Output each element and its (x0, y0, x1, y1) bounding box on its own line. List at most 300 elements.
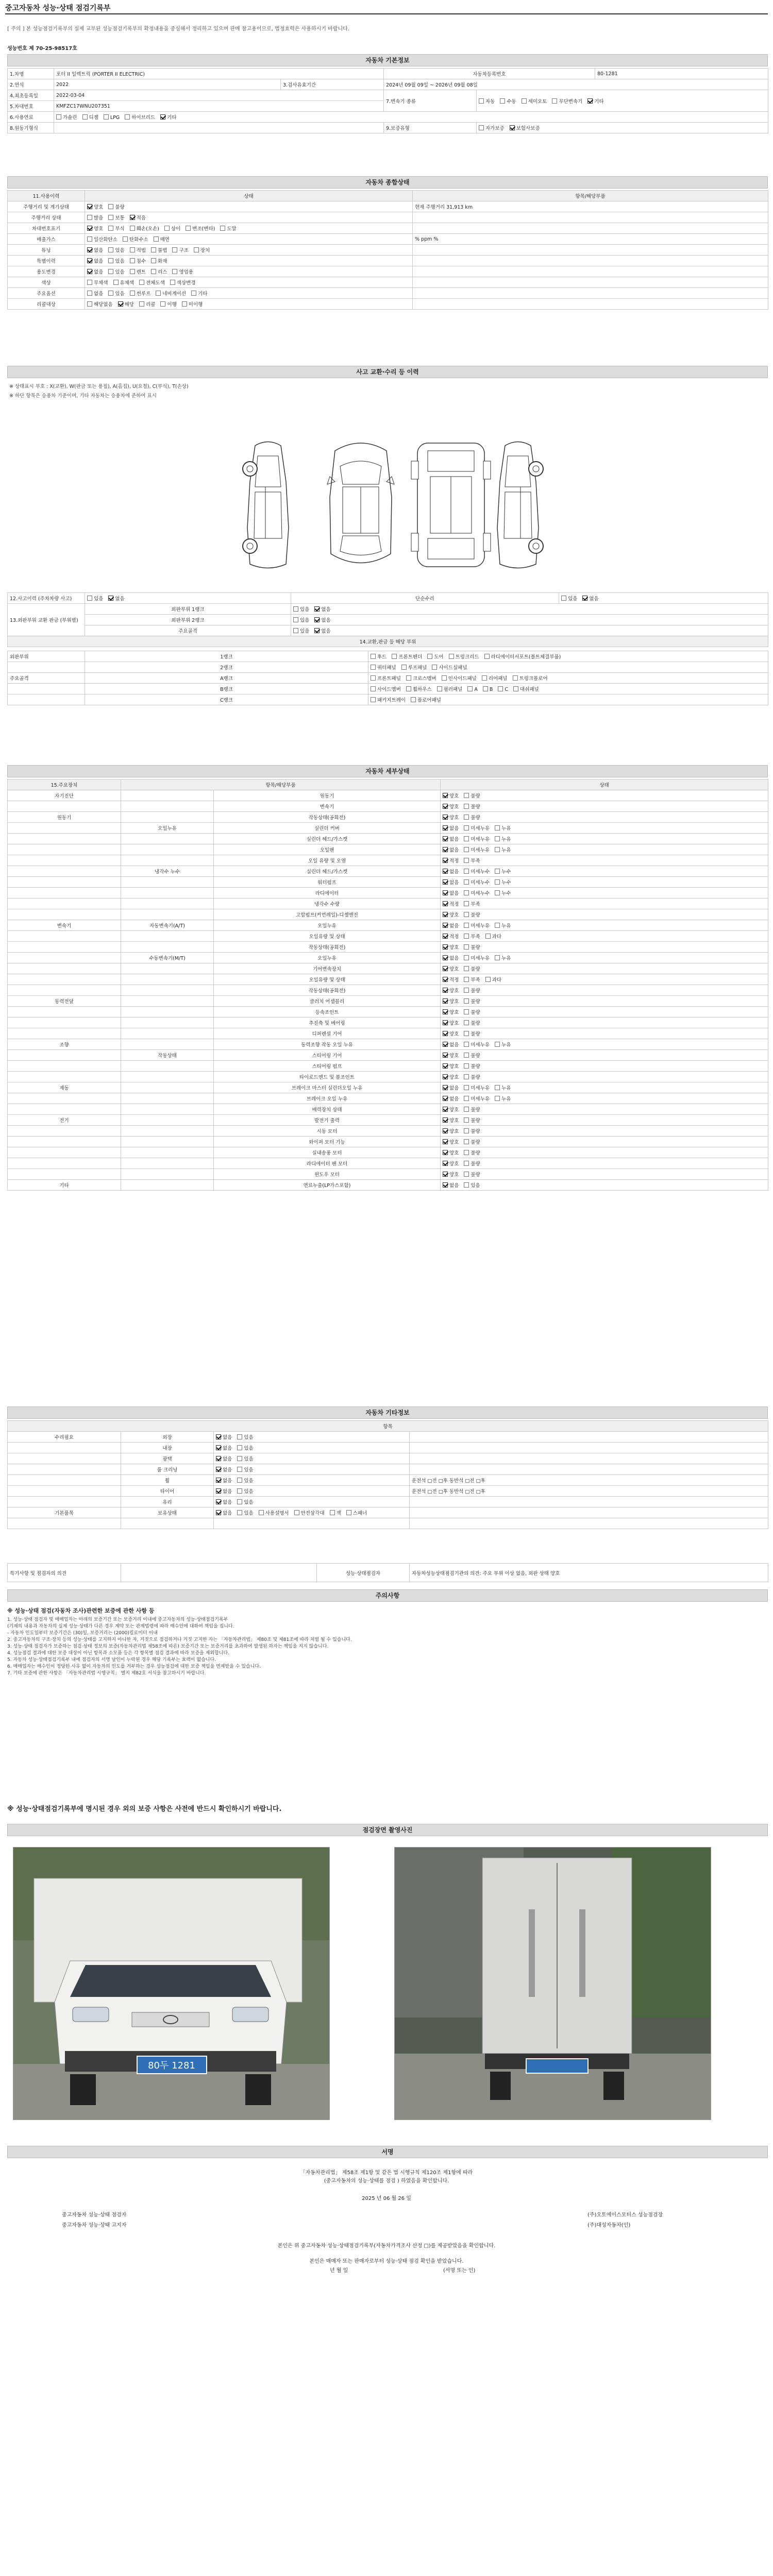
checkbox (443, 1042, 448, 1047)
accident-label: 12.사고이력 (주차차량 사고) (8, 593, 85, 604)
checkbox (443, 988, 448, 993)
detail-subgroup (121, 855, 214, 866)
model-label: 1.차명 (8, 69, 54, 79)
parts-items: 패키지트레이 플로어패널 (368, 694, 768, 705)
detail-item: 타이로드엔드 및 볼조인트 (214, 1072, 441, 1082)
checkbox (443, 1117, 448, 1123)
other-row (8, 1464, 768, 1475)
checkbox (464, 1117, 469, 1123)
checkbox (495, 923, 500, 928)
parts-group (8, 662, 85, 673)
detail-header-part: 항목/해당부품 (121, 779, 441, 790)
detail-options: 없음 미세누수 누수 (441, 866, 768, 877)
checkbox (87, 258, 92, 263)
checkbox (495, 1042, 500, 1047)
overall-state-table (7, 190, 768, 310)
detail-group (8, 899, 121, 909)
detail-item: 등속조인트 (214, 1007, 441, 1018)
detail-options: 적정 부족 과다 (441, 974, 768, 985)
detail-group (8, 909, 121, 920)
simple-repair-label: 단순수리 (291, 593, 559, 604)
detail-options: 양호 불량 (441, 963, 768, 974)
overall-row (8, 299, 768, 310)
detail-subgroup (121, 899, 214, 909)
checkbox (464, 966, 469, 971)
panel-label: 13.외판부위 교환 판금 (부위별) (8, 604, 85, 636)
detail-item: 오일누유 (214, 920, 441, 931)
fuel-label: 6.사용연료 (8, 112, 54, 123)
other-group (8, 1453, 121, 1464)
other-group (8, 1486, 121, 1497)
checkbox (443, 1096, 448, 1101)
overall-row-part: % ppm % (413, 234, 768, 245)
checkbox (160, 114, 165, 120)
detail-subgroup: 자동변속기(A/T) (121, 920, 214, 931)
checkbox (443, 1063, 448, 1069)
detail-row (8, 866, 768, 877)
checkbox (130, 226, 135, 231)
car-side-left-diagram (234, 435, 301, 574)
detail-row (8, 801, 768, 812)
overall-row-options: 일산화탄소 탄화수소 매연 (85, 234, 413, 245)
checkbox (154, 236, 159, 242)
checkbox (449, 654, 454, 659)
opinion-left (121, 1564, 317, 1582)
checkbox (172, 269, 177, 274)
section-notes: 주의사항 (7, 1589, 768, 1602)
checkbox (484, 654, 490, 659)
notifier-label: 중고자동차 성능·상태 고지자 (62, 2223, 127, 2228)
detail-options: 양호 불량 (441, 1169, 768, 1180)
model-value: 포터 II 일렉트릭 (PORTER II ELECTRIC) (54, 69, 384, 79)
checkbox (237, 1445, 242, 1450)
checkbox (108, 269, 113, 274)
detail-options: 양호 불량 (441, 1147, 768, 1158)
other-options: 없음 있음 (214, 1443, 410, 1453)
opinion-right: 자동차성능상태점검기관의 의견: 주요 부위 이상 없음, 외판 상태 양호 (410, 1564, 768, 1582)
checkbox (464, 858, 469, 863)
overall-row-part (413, 212, 768, 223)
checkbox (464, 901, 469, 906)
parts-row (8, 662, 768, 673)
other-options: 없음 있음 (214, 1475, 410, 1486)
detail-group (8, 1028, 121, 1039)
car-side-right-diagram (484, 435, 551, 574)
detail-row (8, 1082, 768, 1093)
checkbox (237, 1499, 242, 1504)
overall-row-part (413, 223, 768, 234)
checkbox (582, 596, 587, 601)
checkbox (401, 665, 407, 670)
detail-item: 실린더 헤드/가스켓 (214, 834, 441, 844)
detail-item: 스티어링 펌프 (214, 1061, 441, 1072)
checkbox (464, 923, 469, 928)
checkbox (464, 1074, 469, 1079)
checkbox (371, 654, 376, 659)
checkbox (464, 955, 469, 960)
checkbox (464, 1172, 469, 1177)
checkbox (432, 665, 437, 670)
other-item (121, 1518, 214, 1529)
opinion-label: 특기사항 및 점검자의 의견 (8, 1564, 121, 1582)
accident-options: 있음 없음 (85, 593, 291, 604)
detail-group (8, 855, 121, 866)
detail-row (8, 942, 768, 953)
checkbox (108, 226, 113, 231)
checkbox (259, 1510, 264, 1515)
checkbox (443, 825, 448, 831)
gear-options: 자동 수동 세미오토 무단변속기 기타 (477, 90, 768, 112)
major-frame-options: 있음 없음 (291, 625, 768, 636)
checkbox (464, 825, 469, 831)
detail-item: 오일 유량 및 오염 (214, 855, 441, 866)
detail-options: 없음 미세누유 누유 (441, 1093, 768, 1104)
overall-row (8, 288, 768, 299)
checkbox (483, 686, 488, 691)
other-row (8, 1518, 768, 1529)
checkbox (130, 215, 135, 220)
detail-subgroup (121, 1158, 214, 1169)
checkbox (464, 1009, 469, 1014)
checkbox (443, 836, 448, 841)
overall-row-label: 특별이력 (8, 256, 85, 266)
detail-item: 원동기 (214, 790, 441, 801)
certificate-number: 성능번호 제 70-25-98517호 (7, 46, 77, 52)
detail-item: 디퍼렌셜 기어 (214, 1028, 441, 1039)
other-row (8, 1507, 768, 1518)
detail-subgroup: 냉각수 누수 (121, 866, 214, 877)
checkbox (130, 258, 135, 263)
detail-options: 양호 불량 (441, 1115, 768, 1126)
checkbox (216, 1456, 221, 1461)
checkbox (411, 697, 416, 702)
checkbox (443, 890, 448, 895)
detail-subgroup (121, 1039, 214, 1050)
detail-row (8, 823, 768, 834)
checkbox (464, 1096, 469, 1101)
overall-row-options: 양호 부식 훼손(오손) 상이 변조(변타) 도말 (85, 223, 413, 234)
detail-group (8, 1050, 121, 1061)
motor-label: 8.원동기형식 (8, 123, 54, 133)
overall-header-part: 항목/해당부품 (413, 191, 768, 201)
detail-row (8, 790, 768, 801)
detail-options: 양호 불량 (441, 1072, 768, 1082)
detail-group (8, 844, 121, 855)
checkbox (87, 226, 92, 231)
detail-subgroup (121, 931, 214, 942)
note-item: 4. 성능점검 결과에 대한 보증 대상이 아닌 항목과 소모품 등은 각 항목별 점검 결과에 따라 보증을 제외합니다. (7, 1651, 230, 1656)
checkbox (172, 247, 177, 252)
detail-row (8, 899, 768, 909)
detail-row (8, 888, 768, 899)
checkbox (464, 847, 469, 852)
detail-group: 동력전달 (8, 996, 121, 1007)
other-options: 없음 있음 (214, 1486, 410, 1497)
checkbox (500, 98, 505, 104)
overall-row-label: 차대번호표기 (8, 223, 85, 234)
detail-options: 양호 불량 (441, 909, 768, 920)
overall-row-options: 많음 보통 적음 (85, 212, 413, 223)
overall-row-label: 용도변경 (8, 266, 85, 277)
other-item: 유리 (121, 1497, 214, 1507)
detail-group (8, 1018, 121, 1028)
checkbox (464, 1085, 469, 1090)
notes-title: ※ 성능·상태 점검(자동차 조사)관련한 보증에 관한 사항 등 (7, 1607, 155, 1614)
detail-subgroup (121, 942, 214, 953)
detail-row (8, 1147, 768, 1158)
detail-options: 없음 미세누유 누유 (441, 1039, 768, 1050)
checkbox (464, 988, 469, 993)
checkbox (371, 686, 376, 691)
front-plate-text: 80두 1281 (148, 2060, 195, 2071)
regno-label: 자동차등록번호 (384, 69, 595, 79)
other-group (8, 1464, 121, 1475)
checkbox (443, 1182, 448, 1188)
checkbox (182, 301, 187, 307)
sign-text-2: (중고자동차의 성능·상태를 점검 ) 하였음을 확인합니다. (324, 2178, 449, 2184)
checkbox (194, 247, 199, 252)
other-options: 없음 있음 (214, 1497, 410, 1507)
checkbox (130, 247, 135, 252)
detail-group (8, 866, 121, 877)
detail-subgroup (121, 790, 214, 801)
detail-group: 변속기 (8, 920, 121, 931)
other-options: 없음 있음 (214, 1464, 410, 1475)
section-basic-info: 자동차 기본정보 (7, 54, 768, 66)
checkbox (443, 1172, 448, 1177)
insp-label: 9.보증유형 (384, 123, 477, 133)
checkbox (498, 686, 503, 691)
checkbox (464, 1063, 469, 1069)
checkbox (406, 675, 411, 681)
checkbox (443, 934, 448, 939)
detail-row (8, 931, 768, 942)
checkbox (123, 236, 128, 242)
other-group (8, 1497, 121, 1507)
detail-row (8, 1169, 768, 1180)
detail-item: 브레이크 오일 누유 (214, 1093, 441, 1104)
overall-row-part (413, 299, 768, 310)
checkbox (216, 1434, 221, 1439)
front-photo (13, 1847, 330, 2120)
detail-group (8, 1137, 121, 1147)
parts-items: 후드 프론트펜더 도어 트렁크리드 라디에이터서포트(볼트체결부품) (368, 651, 768, 662)
detail-row (8, 812, 768, 823)
parts-rank: 1랭크 (85, 651, 368, 662)
parts-rank: B랭크 (85, 684, 368, 694)
detail-options: 양호 불량 (441, 801, 768, 812)
firstreg-value: 2022-03-04 (54, 90, 384, 101)
detail-options: 양호 불량 (441, 1104, 768, 1115)
detail-row (8, 920, 768, 931)
detail-row (8, 1137, 768, 1147)
checkbox (220, 226, 225, 231)
parts-items: 쿼터패널 루프패널 사이드실패널 (368, 662, 768, 673)
detail-options: 없음 미세누유 누유 (441, 823, 768, 834)
checkbox (216, 1488, 221, 1494)
overall-row-options: 없음 있음 렌트 리스 영업용 (85, 266, 413, 277)
note-item: 5. 자동차 성능·상태점검기록부 내에 점검자의 서명 날인이 누락된 경우 해당 기록부는 효력이 없습니다. (7, 1657, 216, 1663)
opinion-table (7, 1563, 768, 1582)
other-options: 없음 있음 (214, 1453, 410, 1464)
detail-options: 없음 미세누유 누유 (441, 953, 768, 963)
detail-row (8, 1018, 768, 1028)
checkbox (87, 596, 92, 601)
checkbox (464, 998, 469, 1004)
notice-text: [ 주의 ] 본 성능점검기록부의 실제 교부된 성능점검기록부의 확정내용을 중심해서 정리하고 있으며 판매 참고용이므로, 법정효력은 사용하시기 바랍니다. (7, 26, 349, 32)
warranty-options: 자가보증 보험사보증 (477, 123, 768, 133)
checkbox (464, 1161, 469, 1166)
checkbox (118, 301, 123, 307)
detail-subgroup (121, 1104, 214, 1115)
checkbox (443, 998, 448, 1004)
confirm-text-2: 본인은 매매자 또는 판매자로부터 성능·상태 점검 확인을 받았습니다. (309, 2259, 464, 2264)
checkbox (237, 1510, 242, 1515)
detail-subgroup: 작동상태 (121, 1050, 214, 1061)
section-other-info: 자동차 기타정보 (7, 1406, 768, 1419)
other-extra: 운전석 □전 □후 동반석 □전 □후 (410, 1486, 768, 1497)
overall-row (8, 223, 768, 234)
detail-options: 양호 불량 (441, 1126, 768, 1137)
note-item: - 자동차 인도일부터 보증기간은 (30)일, 보증거리는 (2000)킬로미터 이내 (7, 1631, 158, 1636)
detail-subgroup (121, 888, 214, 899)
rear-photo (394, 1847, 711, 2120)
notes-footer: ※ 성능·상태점검기록부에 명시된 경우 외의 보증 사항은 사전에 반드시 확인하시기 바랍니다. (7, 1805, 282, 1813)
other-item: 룸 크리닝 (121, 1464, 214, 1475)
detail-row (8, 1028, 768, 1039)
checkbox (216, 1510, 221, 1515)
checkbox (464, 1128, 469, 1133)
rank2-options: 있음 없음 (291, 615, 768, 625)
other-extra (410, 1507, 768, 1518)
checkbox (443, 955, 448, 960)
overall-row-part (413, 245, 768, 256)
detail-row (8, 1050, 768, 1061)
detail-options: 적정 부족 (441, 899, 768, 909)
checkbox (216, 1445, 221, 1450)
checkbox (464, 1107, 469, 1112)
checkbox (495, 847, 500, 852)
other-extra (410, 1497, 768, 1507)
checkbox (139, 301, 144, 307)
detail-item: 냉각수 수량 (214, 899, 441, 909)
detail-group: 자기진단 (8, 790, 121, 801)
detail-subgroup (121, 985, 214, 996)
detail-options: 적정 부족 (441, 855, 768, 866)
note-item: (기재의 내용과 자동차의 실제 성능·상태가 다른 경우 계약 또는 관계법령에 따라 매수인에 대하여 책임을 집니다. (7, 1624, 234, 1629)
simple-repair-options: 있음 없음 (559, 593, 768, 604)
detail-group (8, 834, 121, 844)
checkbox (495, 1085, 500, 1090)
checkbox (87, 236, 92, 242)
checkbox (467, 686, 473, 691)
checkbox (170, 280, 175, 285)
other-group: 수리필요 (8, 1432, 121, 1443)
detail-group (8, 877, 121, 888)
detail-item: 스티어링 기어 (214, 1050, 441, 1061)
detail-subgroup (121, 1093, 214, 1104)
checkbox (443, 1074, 448, 1079)
detail-subgroup (121, 1147, 214, 1158)
checkbox (237, 1456, 242, 1461)
checkbox (216, 1499, 221, 1504)
checkbox (495, 869, 500, 874)
checkbox (443, 1020, 448, 1025)
checkbox (443, 815, 448, 820)
detail-subgroup (121, 1061, 214, 1072)
checkbox (443, 1128, 448, 1133)
other-group (8, 1475, 121, 1486)
checkbox (464, 836, 469, 841)
overall-row (8, 234, 768, 245)
legend-line-1: ※ 상태표시 부호 : X(교환), W(판금 또는 용접), A(흠집), U(요철), C(부식), T(손상) (9, 384, 189, 389)
overall-row (8, 256, 768, 266)
detail-row (8, 1126, 768, 1137)
checkbox (406, 686, 411, 691)
overall-row (8, 245, 768, 256)
checkbox (216, 1467, 221, 1472)
overall-row-part (413, 288, 768, 299)
checkbox (561, 596, 566, 601)
checkbox (522, 98, 527, 104)
vin-label: 5.차대번호 (8, 101, 54, 112)
checkbox (464, 934, 469, 939)
other-options (214, 1518, 410, 1529)
detail-row (8, 877, 768, 888)
detail-subgroup (121, 996, 214, 1007)
checkbox (108, 258, 113, 263)
detail-group: 기타 (8, 1180, 121, 1191)
parts-row (8, 694, 768, 705)
other-item: 내장 (121, 1443, 214, 1453)
note-item: 7. 기타 보증에 관한 사항은 「자동차관리법 시행규칙」 별지 제82호 서식을 참고하시기 바랍니다. (7, 1671, 206, 1676)
checkbox (151, 269, 156, 274)
checkbox (443, 879, 448, 885)
checkbox (495, 825, 500, 831)
other-extra (410, 1432, 768, 1443)
overall-row-options: 없음 있음 침수 화재 (85, 256, 413, 266)
detail-row (8, 1104, 768, 1115)
checkbox (437, 686, 442, 691)
detail-group (8, 942, 121, 953)
detail-subgroup (121, 1072, 214, 1082)
other-item: 보유상태 (121, 1507, 214, 1518)
detail-options: 없음 미세누유 누유 (441, 834, 768, 844)
detail-item: 와이퍼 모터 기능 (214, 1137, 441, 1147)
detail-item: 실린더 커버 (214, 823, 441, 834)
checkbox (510, 125, 515, 130)
detail-item: 브레이크 마스터 실린더오일 누유 (214, 1082, 441, 1093)
checkbox (104, 114, 109, 120)
checkbox (139, 280, 144, 285)
checkbox (443, 901, 448, 906)
checkbox (164, 226, 170, 231)
detail-row (8, 974, 768, 985)
checkbox (443, 912, 448, 917)
detail-row (8, 1093, 768, 1104)
overall-row-label: 주행거리 및 계기상태 (8, 201, 85, 212)
detail-row (8, 1158, 768, 1169)
checkbox (186, 226, 191, 231)
checkbox (346, 1510, 351, 1515)
other-row (8, 1432, 768, 1443)
other-item: 휠 (121, 1475, 214, 1486)
rank2-label: 외판부위 2랭크 (85, 615, 291, 625)
checkbox (87, 291, 92, 296)
overall-row-label: 주요옵션 (8, 288, 85, 299)
checkbox (495, 879, 500, 885)
document-title: 중고자동차 성능·상태 점검기록부 (5, 4, 111, 12)
